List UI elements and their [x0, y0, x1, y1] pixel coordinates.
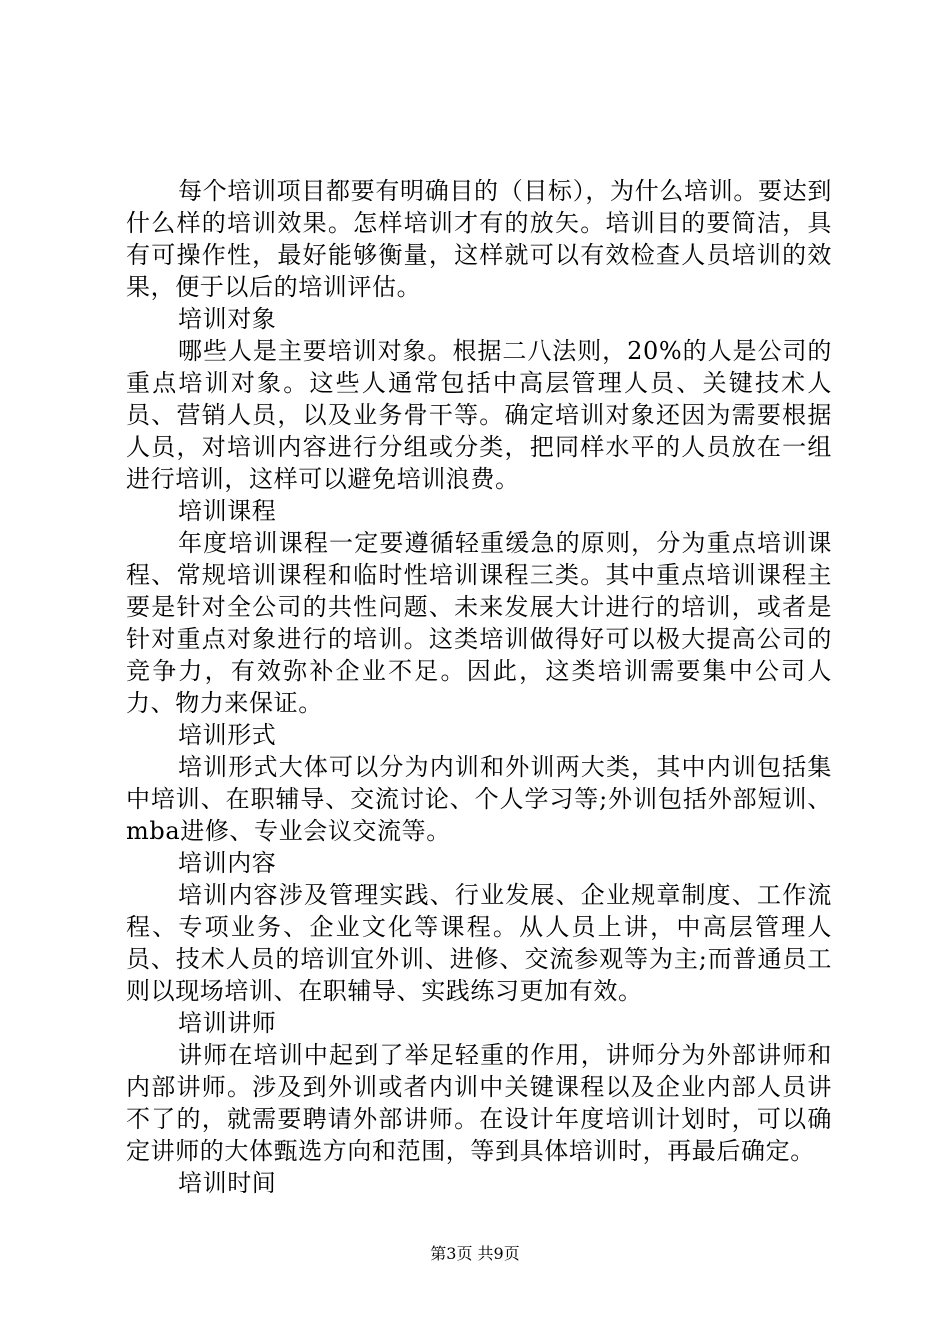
heading-training-time: 培训时间 — [178, 1169, 277, 1197]
paragraph-training-lecturers: 讲师在培训中起到了举足轻重的作用，讲师分为外部讲师和内部讲师。涉及到外训或者内训中关键课程以及企业内部人员讲不了的，就需要聘请外部讲师。在设计年度培训计划时，可以确定讲师的大体甄选方向和范围，等到具体培训时，再最后确定。 — [126, 1041, 832, 1165]
heading-training-target: 培训对象 — [178, 305, 277, 333]
document-body — [126, 175, 832, 1199]
page-footer: 第3页 共9页 — [430, 1244, 520, 1263]
paragraph-training-format: 培训形式大体可以分为内训和外训两大类，其中内训包括集中培训、在职辅导、交流讨论、个人学习等;外训包括外部短训、mba进修、专业会议交流等。 — [126, 753, 832, 845]
paragraph-training-courses: 年度培训课程一定要遵循轻重缓急的原则，分为重点培训课程、常规培训课程和临时性培训课程三类。其中重点培训课程主要是针对全公司的共性问题、未来发展大计进行的培训，或者是针对重点对象进行的培训。这类培训做得好可以极大提高公司的竞争力，有效弥补企业不足。因此，这类培训需要集中公司人力、物力来保证。 — [126, 529, 832, 717]
paragraph-training-purpose: 每个培训项目都要有明确目的（目标），为什么培训。要达到什么样的培训效果。怎样培训才有的放矢。培训目的要简洁，具有可操作性，最好能够衡量，这样就可以有效检查人员培训的效果，便于以后的培训评估。 — [126, 177, 832, 301]
heading-training-content: 培训内容 — [178, 849, 277, 877]
heading-training-courses: 培训课程 — [178, 497, 277, 525]
paragraph-training-content: 培训内容涉及管理实践、行业发展、企业规章制度、工作流程、专项业务、企业文化等课程。从人员上讲，中高层管理人员、技术人员的培训宜外训、进修、交流参观等为主;而普通员工则以现场培训、在职辅导、实践练习更加有效。 — [126, 881, 832, 1005]
heading-training-format: 培训形式 — [178, 721, 277, 749]
paragraph-training-target: 哪些人是主要培训对象。根据二八法则，20%的人是公司的重点培训对象。这些人通常包括中高层管理人员、关键技术人员、营销人员，以及业务骨干等。确定培训对象还因为需要根据人员，对培训内容进行分组或分类，把同样水平的人员放在一组进行培训，这样可以避免培训浪费。 — [126, 337, 832, 493]
heading-training-lecturers: 培训讲师 — [178, 1009, 277, 1037]
